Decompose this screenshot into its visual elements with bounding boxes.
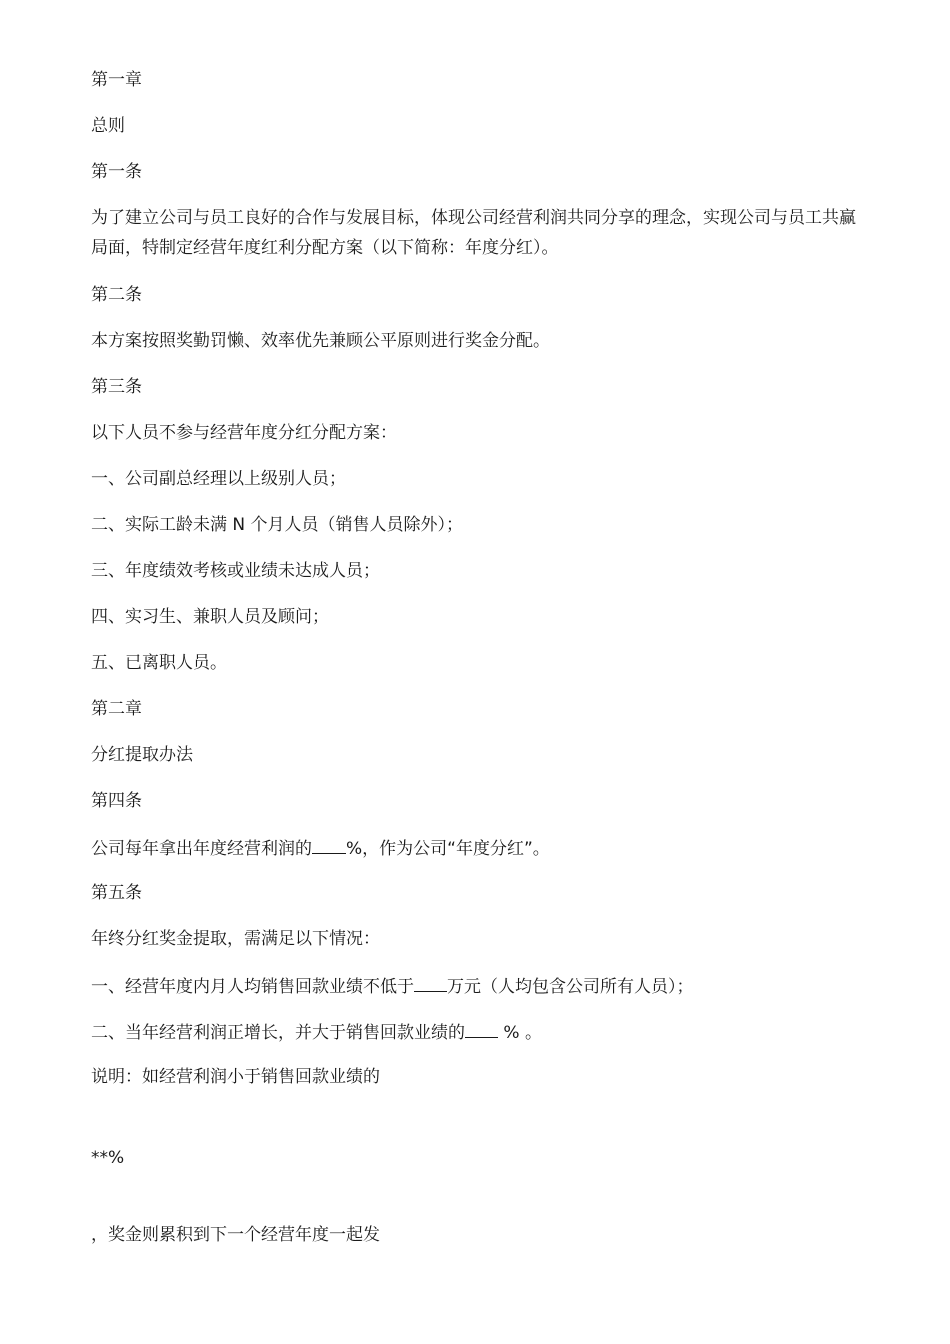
amount-blank-field[interactable] <box>414 973 447 992</box>
article-4-text-end: %，作为公司“年度分红”。 <box>346 839 550 859</box>
chapter-1-title: 总则 <box>91 116 125 136</box>
note-continuation: ，奖金则累积到下一个经营年度一起发 <box>91 1225 380 1245</box>
ratio-blank-field[interactable] <box>465 1019 498 1038</box>
article-3-text: 以下人员不参与经营年度分红分配方案： <box>91 423 397 443</box>
exclusion-item-4: 四、实习生、兼职人员及顾问； <box>91 607 329 627</box>
article-2-heading: 第二条 <box>91 285 142 305</box>
article-1-text: 为了建立公司与员工良好的合作与发展目标，体现公司经营利润共同分享的理念，实现公司与员工共赢局面，特制定经营年度红利分配方案（以下简称：年度分红）。 <box>91 208 856 258</box>
article-1-heading: 第一条 <box>91 162 142 182</box>
article-3-heading: 第三条 <box>91 377 142 397</box>
condition-item-2 <box>91 1019 542 1045</box>
article-5-heading: 第五条 <box>91 883 142 903</box>
chapter-2-title: 分红提取办法 <box>91 745 193 765</box>
exclusion-item-2: 二、实际工龄未满 N 个月人员（销售人员除外）； <box>91 515 464 535</box>
chapter-2-heading: 第二章 <box>91 699 142 719</box>
exclusion-item-1: 一、公司副总经理以上级别人员； <box>91 469 346 489</box>
exclusion-item-5: 五、已离职人员。 <box>91 653 227 673</box>
article-4-text-start: 公司每年拿出年度经营利润的 <box>91 839 312 859</box>
exclusion-item-3: 三、年度绩效考核或业绩未达成人员； <box>91 561 380 581</box>
condition-2-text-start: 二、当年经营利润正增长，并大于销售回款业绩的 <box>91 1023 465 1043</box>
condition-1-text-start: 一、经营年度内月人均销售回款业绩不低于 <box>91 977 414 997</box>
condition-2-text-end: % 。 <box>498 1023 542 1043</box>
chapter-1-heading: 第一章 <box>91 70 142 90</box>
percent-blank-field[interactable] <box>312 835 346 854</box>
condition-1-text-end: 万元（人均包含公司所有人员）； <box>447 977 694 997</box>
note-percent: **% <box>91 1148 125 1168</box>
article-4-heading: 第四条 <box>91 791 142 811</box>
article-5-text: 年终分红奖金提取，需满足以下情况： <box>91 929 380 949</box>
note-text: 说明：如经营利润小于销售回款业绩的 <box>91 1067 380 1087</box>
condition-item-1 <box>91 973 694 999</box>
article-4-text <box>91 835 550 861</box>
article-2-text: 本方案按照奖勤罚懒、效率优先兼顾公平原则进行奖金分配。 <box>91 331 550 351</box>
